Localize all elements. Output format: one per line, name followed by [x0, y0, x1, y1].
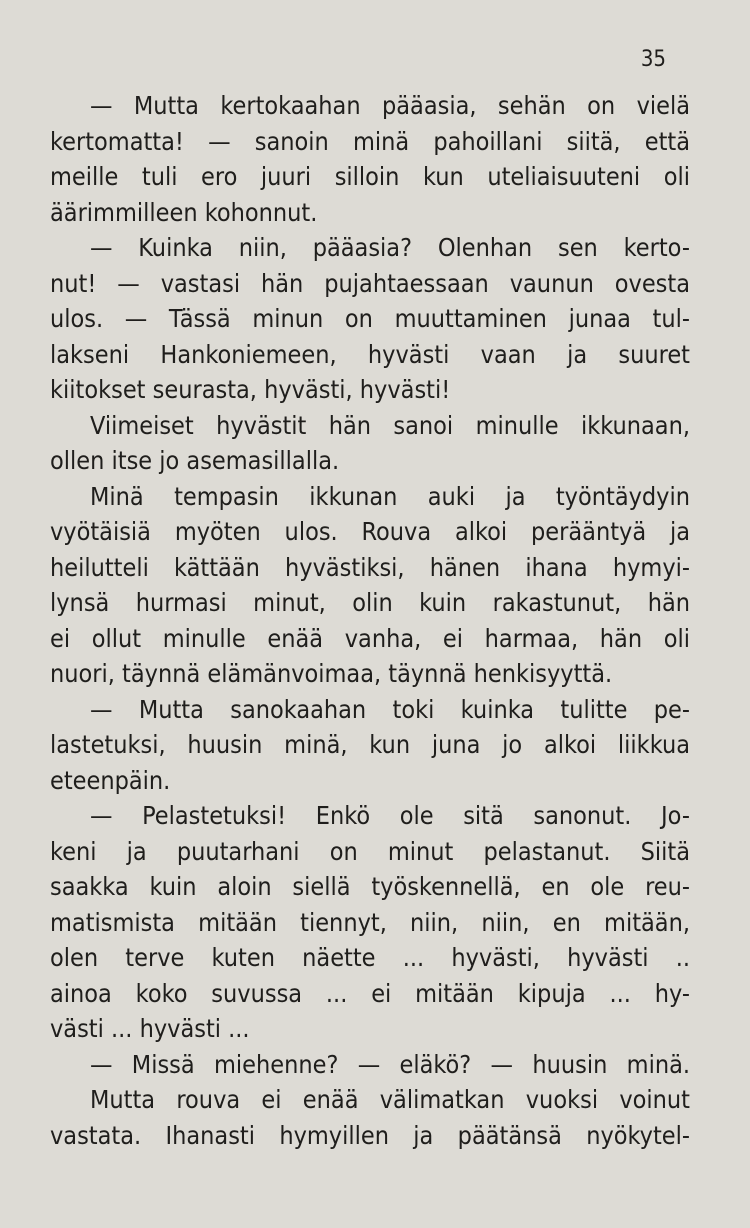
text-line: lastetuksi, huusin minä, kun juna jo alkoi liikkua — [50, 730, 690, 759]
text-line: lynsä hurmasi minut, olin kuin rakastunut, hän — [50, 588, 690, 617]
text-line: ollen itse jo asemasillalla. — [50, 446, 340, 475]
text-line: keni ja puutarhani on minut pelastanut. Siitä — [50, 836, 690, 866]
text-line: ulos. — Tässä minun on muuttaminen junaa tul- — [50, 304, 690, 333]
text-line: Mutta rouva ei enää välimatkan vuoksi voinut — [90, 1085, 690, 1114]
text-line: eteenpäin. — [50, 765, 171, 795]
text-line: saakka kuin aloin siellä työskennellä, en ole reu- — [50, 872, 690, 901]
text-line: lakseni Hankoniemeen, hyvästi vaan ja suuret — [50, 339, 690, 369]
text-line: Minä tempasin ikkunan auki ja työntäydyin — [90, 481, 690, 511]
page-number: 35 — [640, 47, 666, 72]
text-line: ei ollut minulle enää vanha, ei harmaa, hän oli — [50, 623, 690, 653]
text-line: — Pelastetuksi! Enkö ole sitä sanonut. Jo- — [90, 801, 690, 830]
text-line: matismista mitään tiennyt, niin, niin, en mitään, — [50, 907, 690, 937]
text-line: nuori, täynnä elämänvoimaa, täynnä henkisyyttä. — [50, 659, 613, 688]
text-line: västi ... hyvästi ... — [50, 1014, 250, 1043]
text-line: Viimeiset hyvästit hän sanoi minulle ikkunaan, — [90, 410, 690, 440]
text-line: vyötäisiä myöten ulos. Rouva alkoi perääntyä ja — [50, 517, 690, 546]
text-line: vastata. Ihanasti hymyillen ja päätänsä nyökytel- — [50, 1120, 690, 1150]
text-line: äärimmilleen kohonnut. — [50, 197, 318, 227]
text-line: kiitokset seurasta, hyvästi, hyvästi! — [50, 375, 451, 404]
text-line: — Mutta sanokaahan toki kuinka tulitte pe- — [90, 694, 690, 724]
text-line: olen terve kuten näette ... hyvästi, hyvästi .. — [50, 943, 690, 972]
body-text — [50, 88, 690, 1153]
text-line: heilutteli kättään hyvästiksi, hänen ihana hymyi- — [50, 552, 690, 582]
text-line: ainoa koko suvussa ... ei mitään kipuja ... hy- — [50, 978, 690, 1008]
text-line: meille tuli ero juuri silloin kun uteliaisuuteni oli — [50, 162, 690, 191]
text-line: — Missä miehenne? — eläkö? — huusin minä. — [90, 1049, 690, 1079]
text-line: nut! — vastasi hän pujahtaessaan vaunun ovesta — [50, 268, 690, 298]
text-line: — Kuinka niin, pääasia? Olenhan sen kerto- — [90, 233, 690, 262]
text-line: kertomatta! — sanoin minä pahoillani siitä, että — [50, 126, 690, 156]
text-line: — Mutta kertokaahan pääasia, sehän on vielä — [90, 91, 690, 120]
